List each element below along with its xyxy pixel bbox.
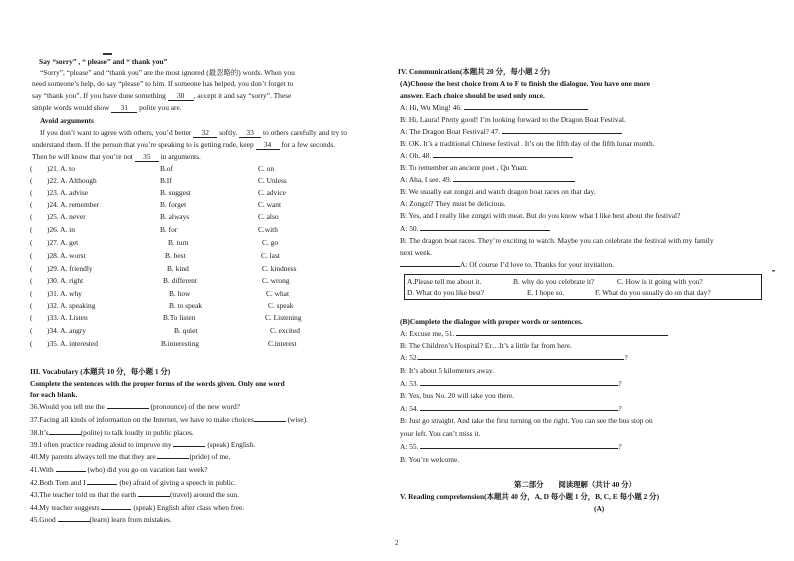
dialogue-line: B: Just go straight. And take the first turning on the right. You can see the bus stop on bbox=[400, 416, 653, 425]
vocab-item: 44.My teacher suggests (speak) English after class when free. bbox=[30, 503, 245, 512]
dialogue-line: A: Oh, 48. bbox=[400, 151, 573, 160]
dialogue-line: B: It’s about 5 kilometers away. bbox=[400, 366, 494, 375]
blank-35[interactable]: 35 bbox=[135, 153, 159, 162]
options-box bbox=[404, 274, 762, 300]
dialogue-line: A: 52. ? bbox=[400, 353, 628, 362]
dialogue-blank-51[interactable] bbox=[456, 335, 668, 336]
cloze-title: Say “sorry” , “ please” and “ thank you” bbox=[39, 57, 168, 66]
dialogue-blank[interactable] bbox=[400, 266, 460, 267]
cloze-p2-line1: If you don’t want to agree with others, you’d better 32 softly. 33 to others carefully and try to bbox=[40, 128, 347, 137]
dialogue-line: A: Hi, Wu Ming! 46. bbox=[400, 103, 588, 112]
vocab-item: 40.My parents always tell me that they are (pride) of me. bbox=[30, 452, 231, 461]
option-f: F. What do you usually do on that day? bbox=[595, 288, 711, 297]
vocab-blank[interactable] bbox=[138, 496, 170, 497]
dialogue-line: A: 53. ? bbox=[400, 379, 622, 388]
vocab-blank[interactable] bbox=[173, 446, 205, 447]
dialogue-line: A: Zongzi? They must be delicious. bbox=[400, 199, 506, 208]
vocab-item: 43.The teacher told us that the earth (travel) around the sun. bbox=[30, 490, 239, 499]
dialogue-line: B: Yes, bus No. 20 will take you there. bbox=[400, 391, 515, 400]
vocab-blank[interactable] bbox=[56, 471, 86, 472]
vocab-blank[interactable] bbox=[157, 458, 189, 459]
cloze-p2-line3: Then he will know that you’re not 35 in arguments. bbox=[32, 152, 201, 161]
vocab-item: 39.I often practice reading aloud to improve my (speak) English. bbox=[30, 440, 256, 449]
cloze-subhead: Avoid arguments bbox=[40, 116, 94, 125]
dialogue-line: B: The dragon boat races. They’re exciting to watch. Maybe you can celebrate the festival with my family bbox=[400, 236, 714, 245]
option-e: E. I hope so. bbox=[527, 288, 565, 297]
vocab-blank[interactable] bbox=[254, 421, 286, 422]
dialogue-line: A: 50. bbox=[400, 224, 550, 233]
dialogue-blank-49[interactable] bbox=[453, 181, 575, 182]
option-a: A.Please tell me about it. bbox=[407, 277, 482, 286]
dialogue-line: B: The Children’s Hospital? Er…It’s a little far from here. bbox=[400, 341, 572, 350]
dialogue-blank-55[interactable] bbox=[420, 448, 618, 449]
cloze-p1-line4: simple words would show 31 polite you are. bbox=[32, 103, 182, 112]
dialogue-line: B: To remember an ancient poet , Qu Yuan. bbox=[400, 163, 528, 172]
cloze-p1-line2: need someone’s help, do say “please” to him. If someone has helped, you don’t forget to bbox=[32, 79, 294, 88]
dialogue-blank-52[interactable] bbox=[418, 359, 624, 360]
vocab-blank[interactable] bbox=[87, 484, 117, 485]
page-number: 2 bbox=[395, 539, 399, 547]
scan-speck bbox=[103, 53, 112, 55]
vocab-title: III. Vocabulary (本题共 10 分，每小题 1 分) bbox=[30, 367, 171, 376]
option-b: B. why do you celebrate it? bbox=[513, 277, 595, 286]
blank-33[interactable]: 33 bbox=[239, 129, 261, 138]
cloze-p1-line1: “Sorry”, “please” and “thank you” are the most ignored (最忽略的) words. When you bbox=[40, 68, 295, 77]
part-two-heading: 第二部分 阅读理解（共计 40 分） bbox=[514, 480, 636, 489]
vocab-item: 45.Good (learn) learn from mistakes. bbox=[30, 515, 172, 524]
vocab-blank[interactable] bbox=[58, 521, 90, 522]
dialogue-line: B: You’re welcome. bbox=[400, 455, 460, 464]
vocab-blank[interactable] bbox=[107, 408, 149, 409]
blank-32[interactable]: 32 bbox=[193, 129, 217, 138]
vocab-blank[interactable] bbox=[101, 509, 131, 510]
vocab-instruction: Complete the sentences with the proper forms of the words given. Only one word bbox=[30, 379, 285, 388]
dialogue-line: B: OK. It’s a traditional Chinese festival . It’s on the fifth day of the fifth lunar month. bbox=[400, 139, 655, 148]
dialogue-blank-53[interactable] bbox=[420, 385, 618, 386]
dialogue-blank-47[interactable] bbox=[502, 133, 622, 134]
comm-a-title-2: answer. Each choice should be used only once. bbox=[400, 91, 545, 100]
dialogue-line: A: The Dragon Boat Festival? 47. bbox=[400, 127, 622, 136]
reading-section-a: (A) bbox=[594, 504, 605, 513]
vocab-item: 36.Would you tell me the (pronounce) of the new word? bbox=[30, 402, 240, 411]
scan-speck bbox=[772, 270, 775, 272]
blank-34[interactable]: 34 bbox=[256, 141, 280, 150]
cloze-p1-line3: say “thank you”. If you have done something 30 , accept it and say “sorry”. These bbox=[32, 91, 292, 100]
comm-a-title: (A)Choose the best choice from A to F to finish the dialogue. You have one more bbox=[400, 79, 651, 88]
dialogue-line: your left. You can’t miss it. bbox=[400, 429, 481, 438]
dialogue-line: next week. bbox=[400, 248, 433, 257]
dialogue-line: A: Excuse me, 51. bbox=[400, 329, 668, 338]
option-d: D. What do you like best? bbox=[407, 288, 485, 297]
dialogue-line: A: Of course I’d love to. Thanks for your invitation. bbox=[400, 260, 614, 269]
dialogue-line: B: Yes, and I really like zongzi with meat. But do you know what I like best about the festival? bbox=[400, 211, 681, 220]
option-c: C. How is it going with you? bbox=[617, 277, 703, 286]
dialogue-line: A: Aha, I see. 49. bbox=[400, 175, 575, 184]
reading-title: V. Reading comprehension(本题共 40 分，A, D 每小题 1 分，B, C, E 每小题 2 分) bbox=[400, 492, 660, 501]
vocab-item: 38.It’s (polite) to talk loudly in public places. bbox=[30, 428, 194, 437]
dialogue-blank-50[interactable] bbox=[420, 230, 550, 231]
vocab-blank[interactable] bbox=[49, 434, 81, 435]
comm-b-title: (B)Complete the dialogue with proper words or sentences. bbox=[400, 317, 583, 326]
cloze-p2-line2: understand them. If the person that you’re speaking to is getting rude, keep 34 for a few seconds. bbox=[32, 140, 336, 149]
blank-31[interactable]: 31 bbox=[111, 104, 137, 113]
comm-title: IV. Communication(本题共 20 分，每小题 2 分) bbox=[398, 67, 550, 76]
dialogue-line: B: Hi, Laura! Pretty good! I’m looking forward to the Dragon Boat Festival. bbox=[400, 115, 626, 124]
blank-30[interactable]: 30 bbox=[168, 92, 194, 101]
vocab-item: 41.With (who) did you go on vacation last week? bbox=[30, 465, 208, 474]
vocab-item: 37.Facing all kinds of information on the Internet, we have to make choices (wise). bbox=[30, 415, 308, 424]
dialogue-blank-54[interactable] bbox=[420, 410, 618, 411]
dialogue-line: A: 54. ? bbox=[400, 404, 622, 413]
vocab-item: 42.Both Tom and I (be) afraid of giving a speech in public. bbox=[30, 478, 236, 487]
dialogue-blank-48[interactable] bbox=[433, 157, 573, 158]
dialogue-line: A: 55. ? bbox=[400, 442, 622, 451]
dialogue-blank-46[interactable] bbox=[464, 109, 588, 110]
vocab-instruction-2: for each blank. bbox=[30, 390, 78, 399]
dialogue-line: B: We usually eat zongzi and watch dragon boat races on that day. bbox=[400, 187, 596, 196]
